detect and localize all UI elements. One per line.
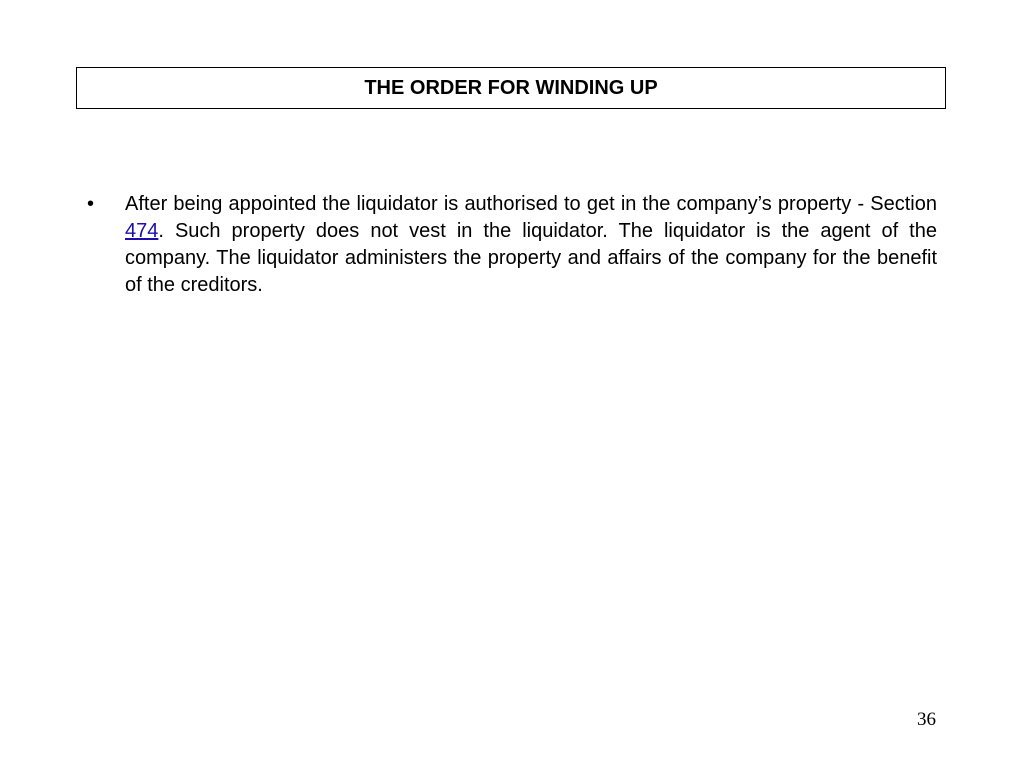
title-box (76, 67, 946, 109)
bullet-text-after-link: . Such property does not vest in the liquidator. The liquidator is the agent of the company. The liquidator administers the property and affairs of the company for the benefit of the creditors. (125, 220, 937, 296)
slide-title: THE ORDER FOR WINDING UP (364, 76, 658, 99)
page-number: 36 (917, 709, 936, 730)
bullet-text-before-link: After being appointed the liquidator is authorised to get in the company’s property - Section (125, 193, 937, 215)
section-474-link[interactable]: 474 (125, 220, 159, 242)
bullet-icon: • (87, 193, 95, 215)
bullet-list (84, 191, 937, 299)
bullet-item (84, 191, 937, 299)
